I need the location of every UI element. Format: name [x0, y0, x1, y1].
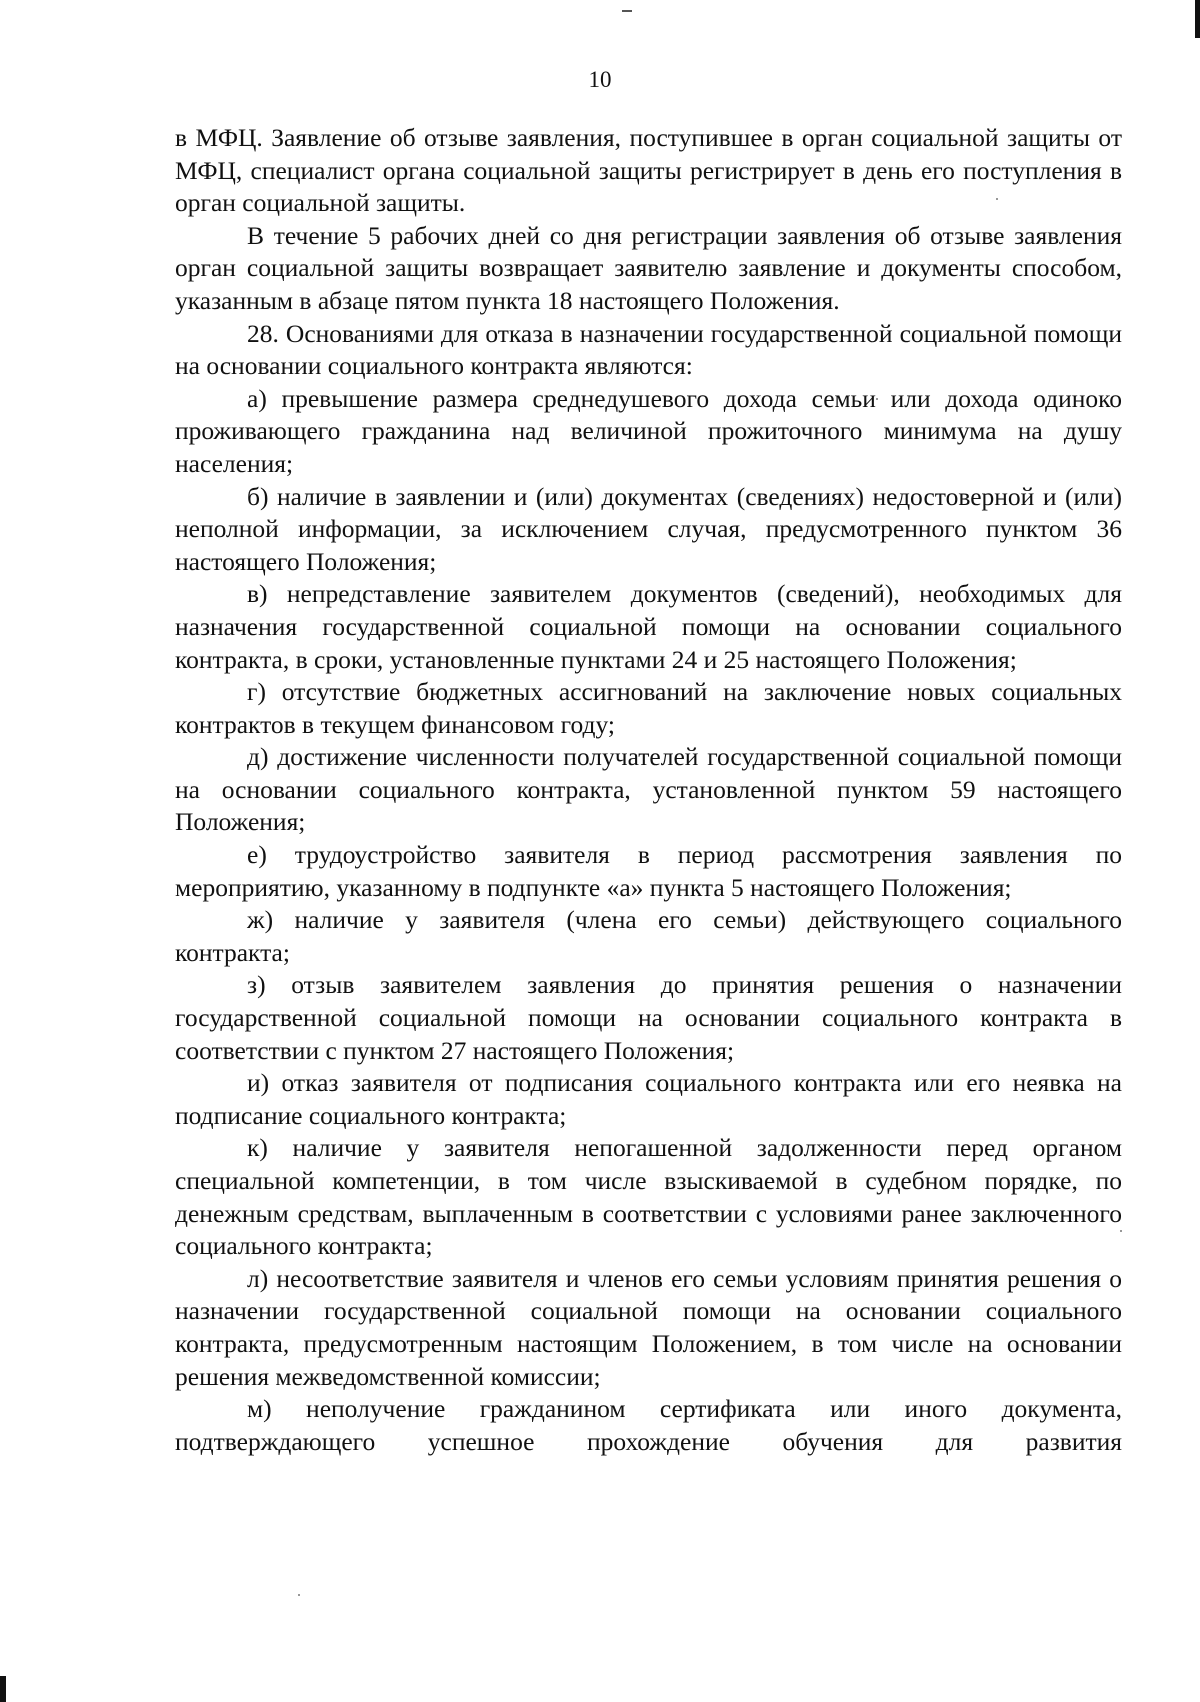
list-item-i: и) отказ заявителя от подписания социального контракта или его неявка на подписание социального контракта; [175, 1068, 1122, 1130]
list-item-zh: ж) наличие у заявителя (члена его семьи) действующего социального контракта; [175, 905, 1122, 967]
list-item-l: л) несоответствие заявителя и членов его семьи условиям принятия решения о назначении государственной социальной помощи на основании социального контракта, предусмотренным настоящим Положением, в том числе на основании решения межведомственной комиссии; [175, 1263, 1122, 1391]
list-item-d: д) достижение численности получателей государственной социальной помощи на основании социального контракта, установленной пунктом 59 настоящего Положения; [175, 742, 1122, 837]
list-item-k: к) наличие у заявителя непогашенной задолженности перед органом специальной компетенции, в том числе взыскиваемой в судебном порядке, по денежным средствам, выплаченным в соответствии с условиями ранее заключенного социального контракта; [175, 1133, 1122, 1261]
scan-edge-mark [1195, 0, 1200, 38]
document-body [175, 122, 1122, 1458]
page-number: 10 [588, 67, 612, 92]
list-item-a: а) превышение размера среднедушевого дохода семьи или дохода одиноко проживающего гражданина над величиной прожиточного минимума на душу населения; [175, 383, 1122, 478]
scan-dash-mark [622, 10, 632, 12]
list-item-m: м) неполучение гражданином сертификата или иного документа, подтверждающего успешное прохождение обучения для развития [175, 1394, 1122, 1456]
list-item-z: з) отзыв заявителем заявления до принятия решения о назначении государственной социальной помощи на основании социального контракта в соответствии с пунктом 27 настоящего Положения; [175, 970, 1122, 1065]
paragraph-continued: в МФЦ. Заявление об отзыве заявления, поступившее в орган социальной защиты от МФЦ, специалист органа социальной защиты регистрирует в день его поступления в орган социальной защиты. [175, 123, 1122, 218]
list-item-b: б) наличие в заявлении и (или) документах (сведениях) недостоверной и (или) неполной информации, за исключением случая, предусмотренного пунктом 36 настоящего Положения; [175, 481, 1122, 576]
list-item-g: г) отсутствие бюджетных ассигнований на заключение новых социальных контрактов в текущем финансовом году; [175, 677, 1122, 739]
paragraph-withdrawal-return: В течение 5 рабочих дней со дня регистрации заявления об отзыве заявления орган социальной защиты возвращает заявителю заявление и документы способом, указанным в абзаце пятом пункта 18 настоящего Положения. [175, 220, 1122, 315]
scan-speck [298, 1594, 300, 1596]
scan-edge-mark [0, 1676, 6, 1702]
paragraph-28-grounds-for-refusal: 28. Основаниями для отказа в назначении государственной социальной помощи на основании социального контракта являются: [175, 318, 1122, 381]
list-item-e: е) трудоустройство заявителя в период рассмотрения заявления по мероприятию, указанному в подпункте «а» пункта 5 настоящего Положения; [175, 840, 1122, 902]
list-item-v: в) непредставление заявителем документов (сведений), необходимых для назначения государственной социальной помощи на основании социального контракта, в сроки, установленные пунктами 24 и 25 настоящего Положения; [175, 579, 1122, 674]
